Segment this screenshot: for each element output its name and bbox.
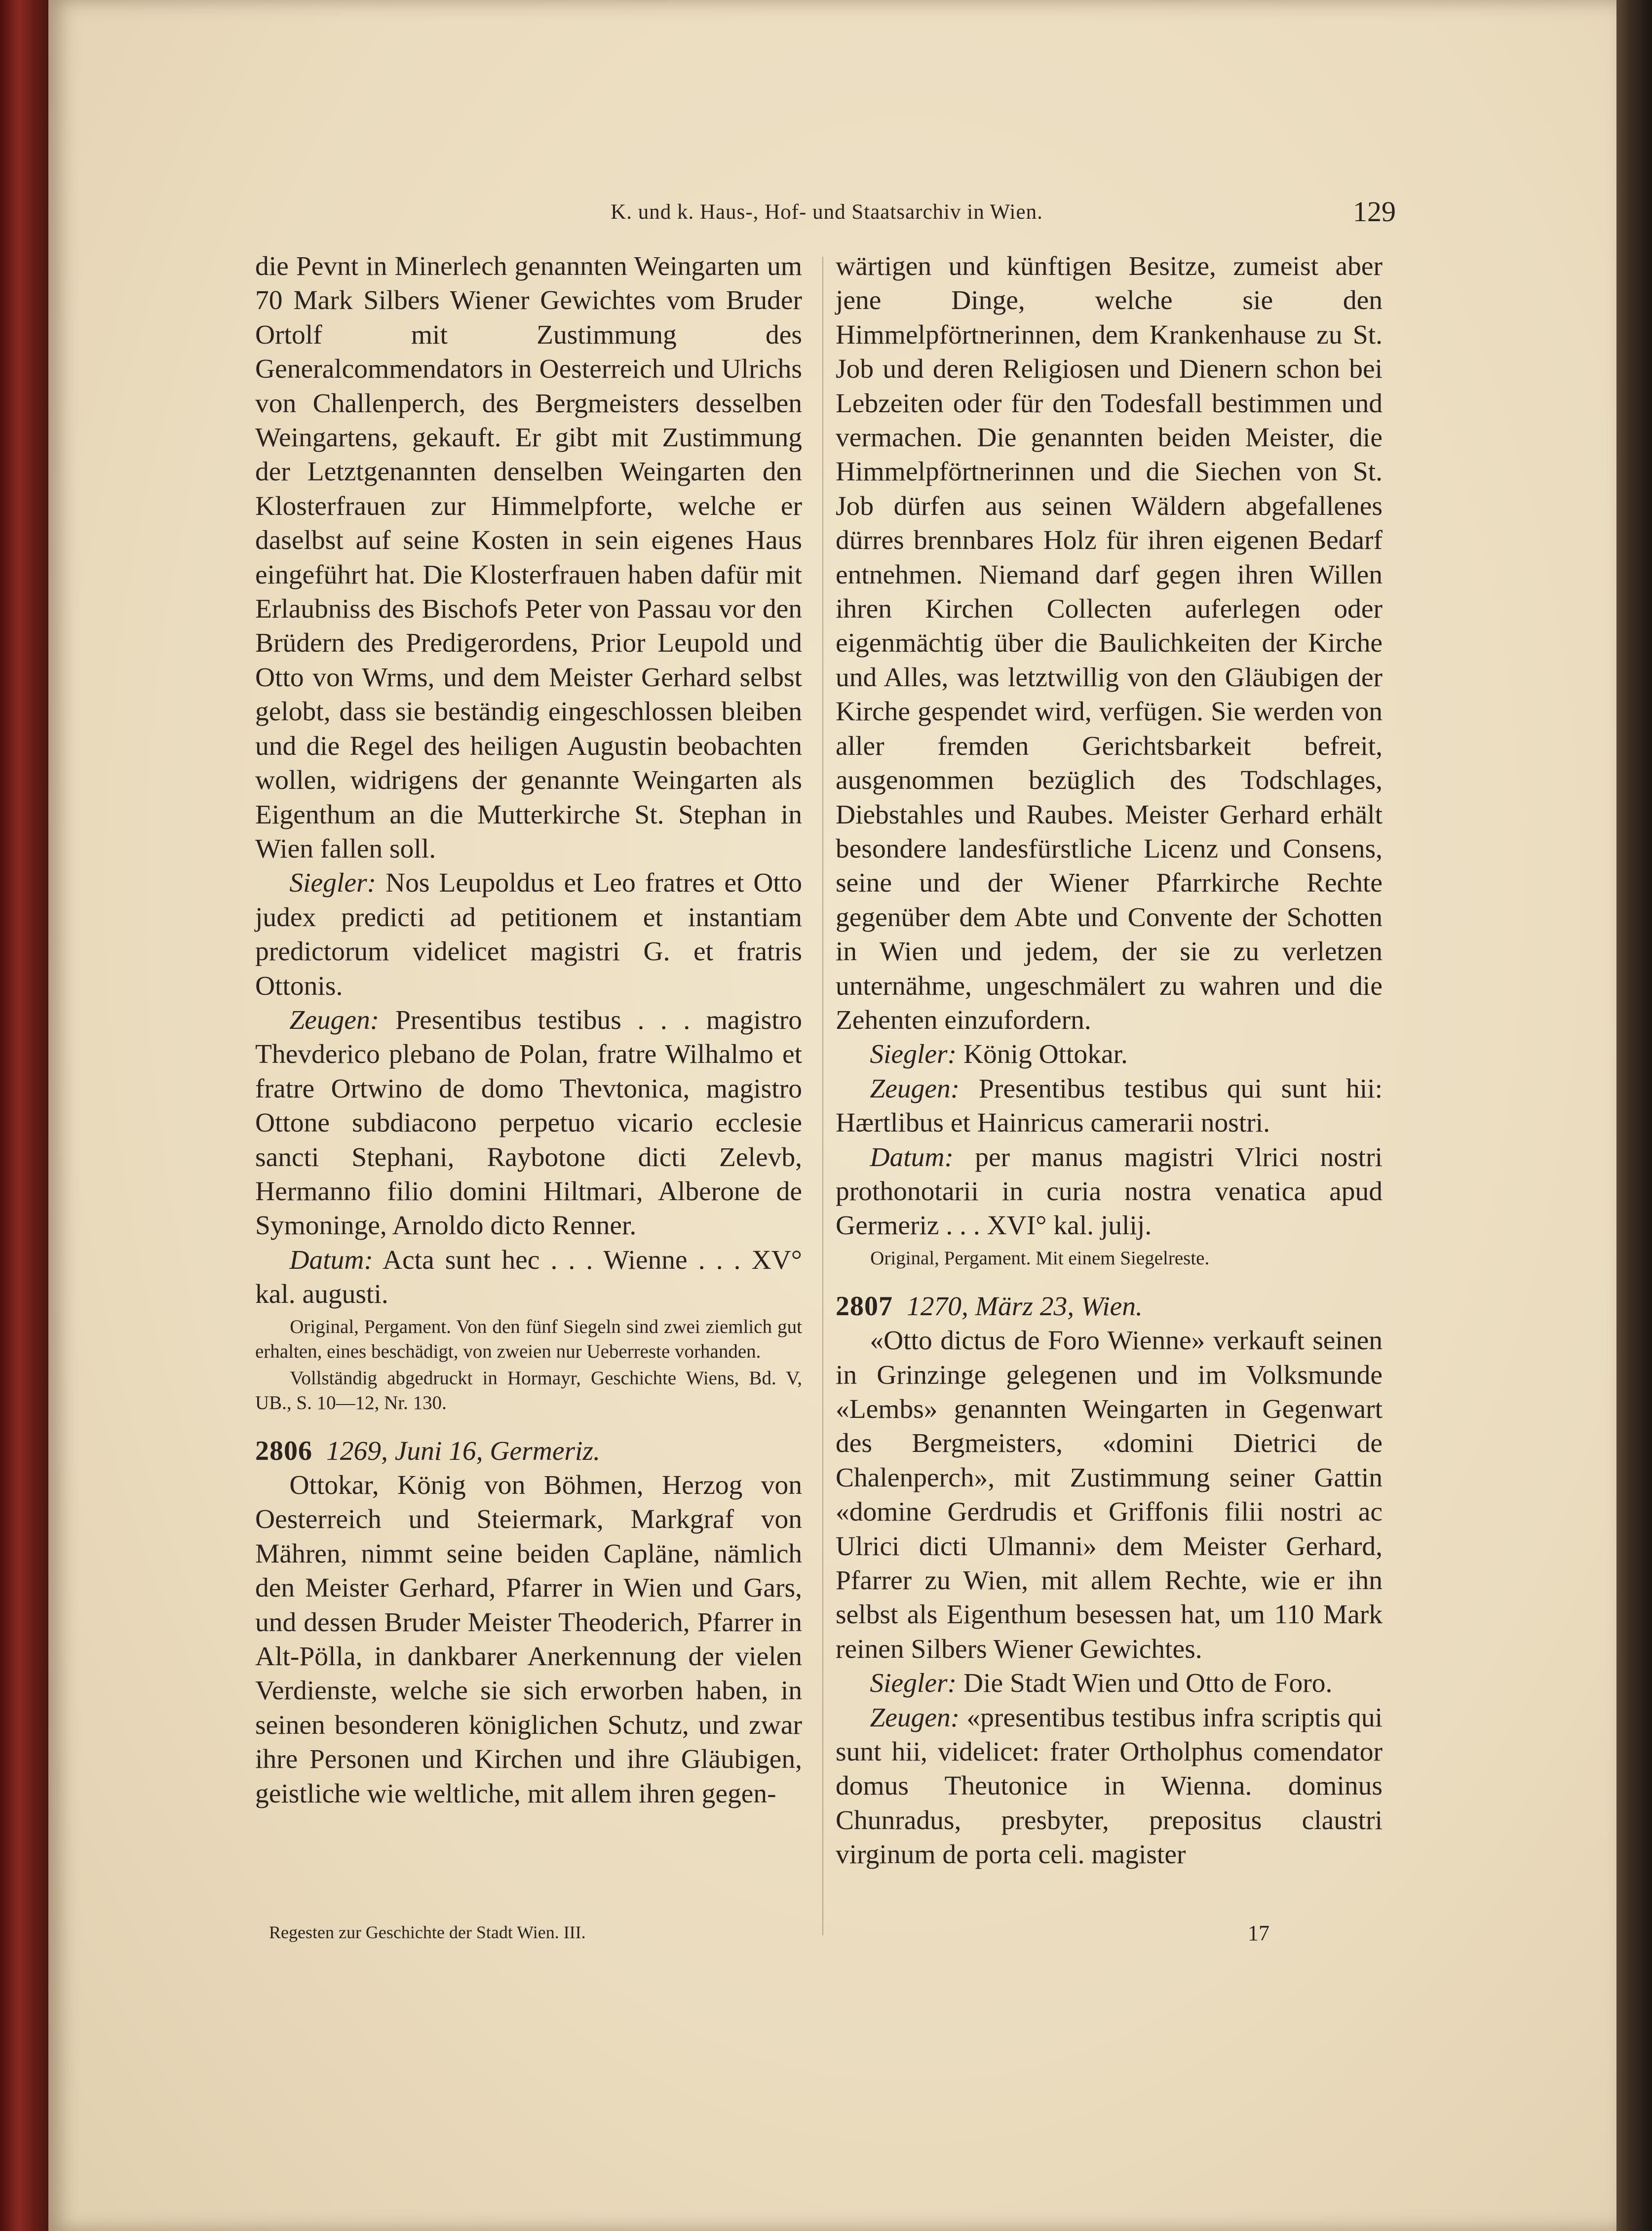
siegler-entry — [836, 1666, 1383, 1700]
entry-heading-2806 — [255, 1434, 802, 1468]
running-head: K. und k. Haus-, Hof- und Staatsarchiv in Wien. — [611, 200, 1043, 224]
zeugen-entry — [255, 1003, 802, 1243]
entry-body: «Otto dictus de Foro Wienne» verkauft seinen in Grinzinge gelegenen und im Volksmunde «Lembs» genannten Weingarten in Gegenwart des Bergmeisters, «domini Dietrici de Chalenperch», mit Zustimmung seiner Gattin «domine Gerdrudis et Griffonis filii nostri ac Ulrici dicti Ulmanni» dem Meister Gerhard, Pfarrer zu Wien, mit allem Rechte, wie er ihn selbst als Eigenthum besessen hat, um 110 Mark reinen Silbers Wiener Gewichtes. — [836, 1326, 1383, 1664]
entry-date: 1270, März 23, Wien. — [907, 1291, 1143, 1322]
siegler-text: Die Stadt Wien und Otto de Foro. — [963, 1668, 1333, 1699]
archival-note: Original, Pergament. Mit einem Siegelreste. — [870, 1247, 1210, 1269]
bibliographic-note: Vollständig abgedruckt in Hormayr, Geschichte Wiens, Bd. V, UB., S. 10—12, Nr. 130. — [255, 1367, 802, 1413]
page-edge — [1616, 0, 1652, 2231]
entry-number: 2806 — [255, 1435, 312, 1466]
datum-text: Acta sunt hec . . . Wienne . . . XV° kal. augusti. — [255, 1245, 802, 1310]
datum-entry — [836, 1140, 1383, 1243]
entry-body: Ottokar, König von Böhmen, Herzog von Oesterreich und Steiermark, Markgraf von Mähren, nimmt seine beiden Capläne, nämlich den Meister Gerhard, Pfarrer in Wien und Gars, und dessen Bruder Meister Theoderich, Pfarrer in Alt-Pölla, in dankbarer Anerkennung der vielen Verdienste, welche sie sich erworben haben, in seinen besonderen königlichen Schutz, und zwar ihre Personen und Kirchen und ihre Gläubigen, geistliche wie weltliche, mit allem ihren gegen- — [255, 1470, 802, 1809]
zeugen-entry — [836, 1701, 1383, 1872]
right-column — [836, 249, 1383, 1872]
archival-note: Original, Pergament. Von den fünf Siegeln sind zwei ziemlich gut erhalten, eines beschädigt, von zweien nur Ueberreste vorhanden. — [255, 1316, 802, 1362]
paragraph: wärtigen und künftigen Besitze, zumeist aber jene Dinge, welche sie den Himmelpförtnerinnen, dem Krankenhause zu St. Job und deren Religiosen und Dienern schon bei Lebzeiten oder für den Todesfall bestimmen und vermachen. Die genannten beiden Meister, die Himmelpförtnerinnen und die Siechen von St. Job dürfen aus seinen Wäldern abgefallenes dürres brennbares Holz für ihren eigenen Bedarf entnehmen. Niemand darf gegen ihren Willen ihren Kirchen Collecten auferlegen oder eigenmächtig über die Baulichkeiten der Kirche und Alles, was letztwillig von den Gläubigen der Kirche gespendet wird, verfügen. Sie werden von aller fremden Gerichtsbarkeit befreit, ausgenommen bezüglich des Todschlages, Diebstahles und Raubes. Meister Gerhard erhält besondere landesfürstliche Licenz und Consens, seine und der Wiener Pfarrkirche Rechte gegenüber dem Abte und Convente der Schotten in Wien und jedem, der sie zu verletzen unternähme, ungeschmälert zu wahren und die Zehenten einzufordern. — [836, 251, 1383, 1035]
column-divider — [822, 257, 823, 1935]
paragraph: die Pevnt in Minerlech genannten Weingarten um 70 Mark Silbers Wiener Gewichtes vom Bruder Ortolf mit Zustimmung des Generalcommendators in Oesterreich und Ulrichs von Challenperch, des Bergmeisters desselben Weingartens, gekauft. Er gibt mit Zustimmung der Letztgenannten denselben Weingarten den Klosterfrauen zur Himmelpforte, welche er daselbst auf seine Kosten in sein eigenes Haus eingeführt hat. Die Klosterfrauen haben dafür mit Erlaubniss des Bischofs Peter von Passau vor den Brüdern des Predigerordens, Prior Leupold und Otto von Wrms, und dem Meister Gerhard selbst gelobt, dass sie beständig eingeschlossen bleiben und die Regel des heiligen Augustin beobachten wollen, widrigens der genannte Weingarten als Eigenthum an die Mutterkirche St. Stephan in Wien fallen soll. — [255, 251, 802, 864]
datum-entry — [255, 1243, 802, 1312]
entry-heading-2807 — [836, 1290, 1383, 1324]
datum-label: Datum: — [870, 1142, 954, 1173]
siegler-entry — [836, 1037, 1383, 1071]
zeugen-text: Presentibus testibus . . . magistro Thevderico plebano de Polan, fratre Wilhalmo et fratre Ortwino de domo Thevtonica, magistro Ottone subdiacono perpetuo vicario ecclesie sancti Stephani, Raybotone dicti Zelevb, Hermanno filio domini Hiltmari, Alberone de Symoninge, Arnoldo dicto Renner. — [255, 1005, 803, 1241]
zeugen-text: Presentibus testibus qui sunt hii: Hærtlibus et Hainricus camerarii nostri. — [836, 1073, 1383, 1138]
siegler-label: Siegler: — [870, 1039, 957, 1070]
left-column — [255, 249, 802, 1811]
siegler-entry — [255, 866, 802, 1003]
book-spine — [0, 0, 54, 2231]
entry-number: 2807 — [836, 1291, 893, 1322]
datum-label: Datum: — [289, 1245, 373, 1275]
zeugen-label: Zeugen: — [870, 1073, 960, 1104]
series-footer: Regesten zur Geschichte der Stadt Wien. III. — [269, 1922, 586, 1942]
zeugen-entry — [836, 1072, 1383, 1140]
zeugen-text: «presentibus testibus infra scriptis qui sunt hii, videlicet: frater Ortholphus comendator domus Theutonice in Wienna. dominus Chunradus, presbyter, prepositus claustri virginum de porta celi. magister — [836, 1702, 1383, 1870]
entry-date: 1269, Juni 16, Germeriz. — [326, 1436, 600, 1466]
siegler-text: König Ottokar. — [963, 1039, 1128, 1070]
siegler-label: Siegler: — [289, 868, 377, 899]
siegler-text: Nos Leupoldus et Leo fratres et Otto judex predicti ad petitionem et instantiam predictorum videlicet magistri G. et fratris Ottonis. — [255, 868, 802, 1001]
siegler-label: Siegler: — [870, 1668, 957, 1699]
zeugen-label: Zeugen: — [870, 1702, 960, 1733]
datum-text: per manus magistri Vlrici nostri prothonotarii in curia nostra venatica apud Germeriz . . . XVI° kal. julij. — [836, 1142, 1383, 1241]
page-number: 129 — [1353, 196, 1396, 228]
zeugen-label: Zeugen: — [289, 1005, 380, 1035]
signature-mark: 17 — [1248, 1921, 1269, 1945]
